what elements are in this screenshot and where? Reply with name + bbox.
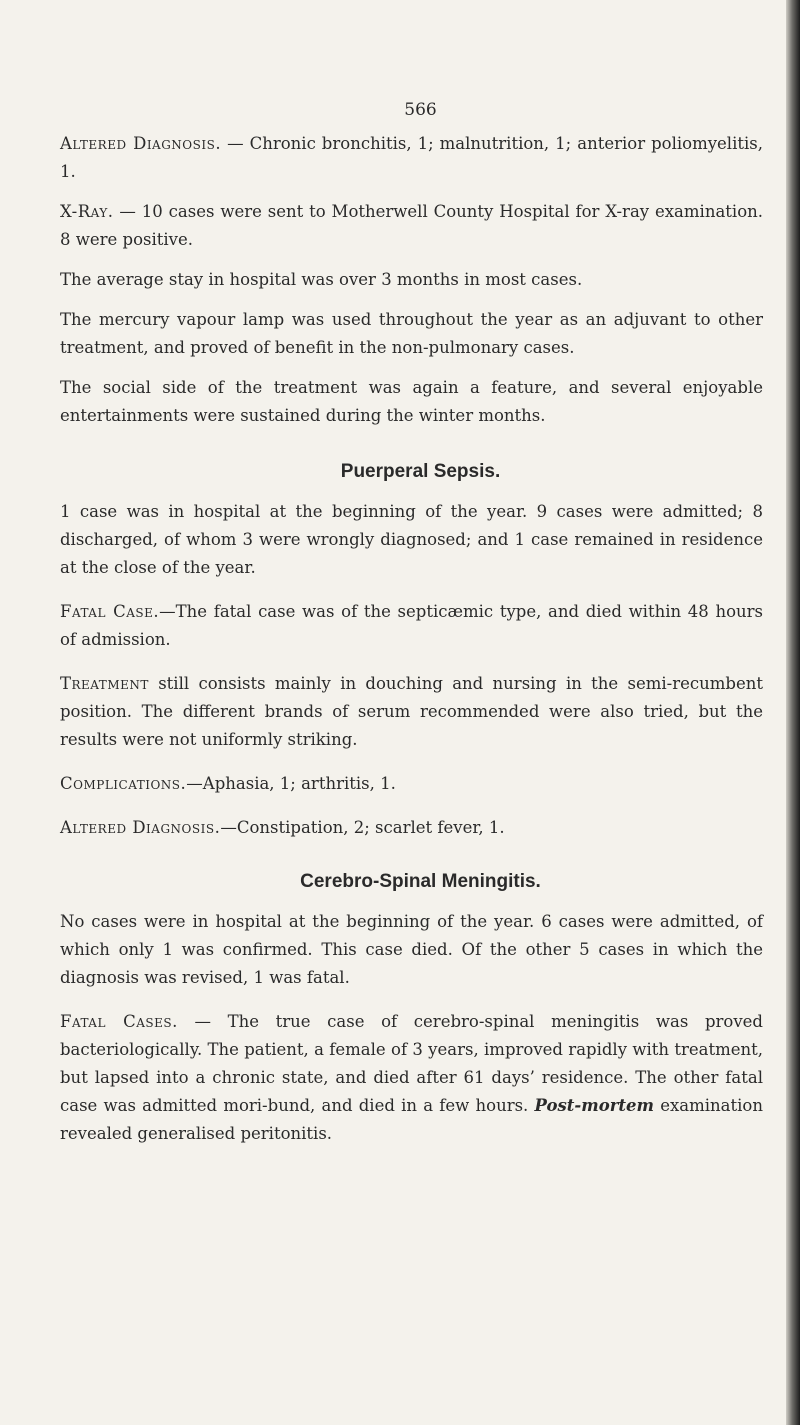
paragraph-altered-diagnosis-puerperal — [60, 814, 763, 842]
paragraph-text: examination revealed generalised peritonitis. — [60, 1096, 763, 1143]
paragraph-text: —The fatal case was of the septicæmic type, and died within 48 hours of admission. — [60, 602, 764, 649]
paragraph-altered-diagnosis — [60, 130, 763, 186]
page-edge-shadow — [786, 0, 800, 1425]
paragraph-text: — 10 cases were sent to Motherwell County Hospital for X-ray examination. 8 were positive. — [60, 202, 763, 249]
italic-term: Post-mortem — [534, 1096, 654, 1115]
page-number: 566 — [404, 100, 437, 120]
paragraph-meningitis-intro: No cases were in hospital at the beginning of the year. 6 cases were admitted, of which only 1 was confirmed. This case died. Of the other 5 cases in which the diagnosis was revised, 1 was fatal. — [60, 912, 763, 987]
paragraph-average-stay: The average stay in hospital was over 3 months in most cases. — [60, 270, 583, 289]
document-page — [60, 0, 763, 1148]
run-in-heading: Fatal Cases. — [60, 1012, 178, 1031]
run-in-heading: X-Ray. — [60, 202, 114, 221]
run-in-heading: Fatal Case. — [60, 602, 160, 621]
run-in-heading: Altered Diagnosis. — [60, 818, 221, 837]
paragraph-mercury-lamp: The mercury vapour lamp was used throughout the year as an adjuvant to other treatment, and proved of benefit in the non-pulmonary cases. — [60, 310, 763, 357]
paragraph-fatal-cases — [60, 1008, 763, 1148]
section-heading-meningitis: Cerebro-Spinal Meningitis. — [300, 871, 541, 892]
paragraph-xray — [60, 198, 763, 254]
paragraph-text: —Aphasia, 1; arthritis, 1. — [186, 774, 396, 793]
paragraph-treatment — [60, 670, 763, 754]
paragraph-fatal-case — [60, 598, 763, 654]
paragraph-text: — Chronic bronchitis, 1; malnutrition, 1; anterior poliomyelitis, 1. — [60, 134, 763, 181]
run-in-heading: Complications. — [60, 774, 187, 793]
paragraph-text: still consists mainly in douching and nursing in the semi-recumbent position. The different brands of serum recommended were also tried, but the results were not uniformly striking. — [60, 674, 763, 749]
run-in-heading: Altered Diagnosis. — [60, 134, 222, 153]
section-heading-puerperal-sepsis: Puerperal Sepsis. — [340, 461, 501, 482]
paragraph-social-side: The social side of the treatment was again a feature, and several enjoyable entertainments were sustained during the winter months. — [60, 378, 763, 425]
paragraph-text: —Constipation, 2; scarlet fever, 1. — [220, 818, 505, 837]
paragraph-text: — The true case of cerebro-spinal meningitis was proved bacteriologically. The patient, a female of 3 years, improved rapidly with treatment, but lapsed into a chronic state, and died after 61 days’ residence. The other fatal case was admitted mori-bund, and died in a few hours. — [60, 1012, 763, 1115]
paragraph-puerperal-intro: 1 case was in hospital at the beginning of the year. 9 cases were admitted; 8 discharged, of whom 3 were wrongly diagnosed; and 1 case remained in residence at the close of the year. — [60, 502, 763, 577]
paragraph-complications — [60, 770, 763, 798]
run-in-heading: Treatment — [60, 674, 149, 693]
